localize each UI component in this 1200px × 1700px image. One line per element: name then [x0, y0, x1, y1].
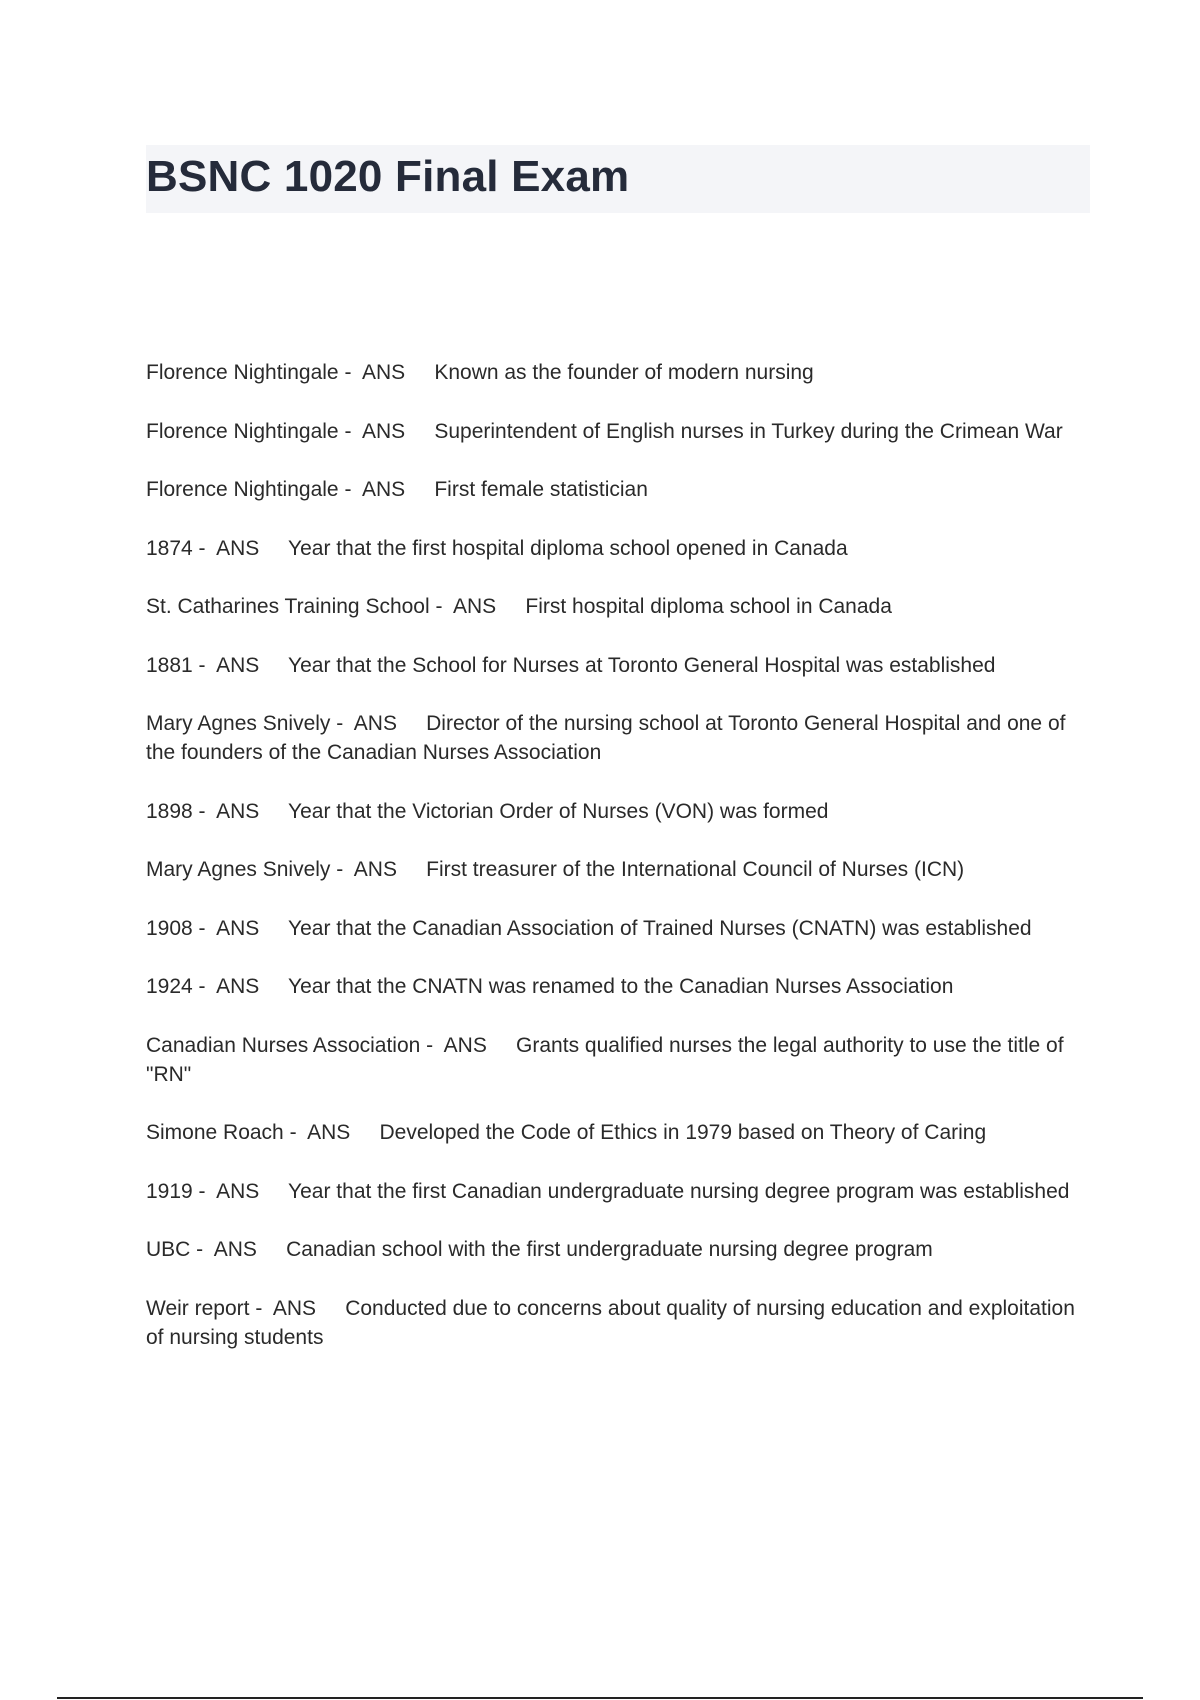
qa-gap: [259, 1180, 288, 1203]
qa-item: [146, 417, 1090, 446]
ans-marker: ANS: [216, 653, 260, 677]
qa-term: Canadian Nurses Association: [146, 1033, 421, 1057]
ans-marker: ANS: [307, 1121, 351, 1144]
qa-gap: [257, 1238, 286, 1261]
qa-definition: First hospital diploma school in Canada: [525, 595, 892, 618]
ans-marker: ANS: [361, 419, 406, 443]
qa-separator: -: [192, 1179, 217, 1203]
qa-term: Mary Agnes Snively: [146, 712, 331, 735]
ans-marker: ANS: [216, 916, 260, 940]
ans-marker: ANS: [361, 361, 406, 384]
qa-definition: First female statistician: [434, 478, 648, 501]
qa-separator: -: [190, 1238, 214, 1261]
qa-separator: -: [249, 1296, 273, 1320]
ans-marker: ANS: [453, 595, 497, 618]
qa-separator: -: [330, 858, 354, 881]
qa-separator: -: [192, 916, 217, 940]
qa-definition: Year that the Canadian Association of Trained Nurses (CNATN) was established: [288, 916, 1032, 940]
qa-item: [146, 475, 1090, 504]
qa-definition: Developed the Code of Ethics in 1979 based on Theory of Caring: [379, 1121, 987, 1144]
qa-definition: First treasurer of the International Council of Nurses (ICN): [426, 858, 965, 881]
qa-item: [146, 592, 1090, 621]
qa-gap: [259, 800, 288, 823]
qa-gap: [259, 975, 288, 998]
qa-item: [146, 651, 1090, 680]
qa-item: [146, 797, 1090, 826]
qa-item: [146, 709, 1090, 767]
ans-marker: ANS: [216, 536, 260, 560]
qa-separator: -: [338, 419, 362, 443]
ans-marker: ANS: [443, 1033, 487, 1057]
qa-separator: -: [338, 478, 362, 501]
qa-separator: -: [192, 975, 217, 998]
qa-term: 1924: [146, 975, 193, 998]
qa-item: [146, 855, 1090, 884]
qa-gap: [405, 478, 434, 501]
qa-item: [146, 1294, 1090, 1352]
qa-definition: Year that the School for Nurses at Toronto General Hospital was established: [288, 653, 996, 677]
qa-separator: -: [330, 712, 354, 735]
qa-item: [146, 1177, 1090, 1206]
qa-separator: -: [192, 799, 217, 823]
ans-marker: ANS: [216, 1179, 260, 1203]
qa-item: [146, 1235, 1090, 1264]
qa-list: [146, 358, 1090, 1381]
qa-separator: -: [420, 1033, 444, 1057]
qa-item: [146, 914, 1090, 943]
qa-term: St. Catharines Training School: [146, 595, 430, 618]
qa-gap: [397, 858, 426, 881]
qa-item: [146, 1118, 1090, 1147]
qa-item: [146, 358, 1090, 387]
qa-gap: [259, 917, 288, 940]
qa-term: 1898: [146, 799, 193, 823]
ans-marker: ANS: [361, 478, 406, 501]
qa-definition: Year that the Victorian Order of Nurses (VON) was formed: [288, 799, 829, 823]
qa-definition: Year that the first Canadian undergraduate nursing degree program was established: [288, 1179, 1070, 1203]
qa-term: Mary Agnes Snively: [146, 858, 331, 881]
ans-marker: ANS: [213, 1238, 257, 1261]
qa-term: 1874: [146, 536, 193, 560]
qa-separator: -: [338, 361, 362, 384]
ans-marker: ANS: [272, 1296, 317, 1320]
qa-gap: [316, 1297, 345, 1320]
page-title: BSNC 1020 Final Exam: [146, 152, 630, 201]
footer-divider: [57, 1697, 1143, 1699]
qa-gap: [405, 361, 434, 384]
qa-gap: [405, 420, 434, 443]
qa-definition: Director of the nursing school at Toronto General Hospital and one of the founders of the Canadian Nurses Association: [146, 712, 1066, 764]
qa-definition: Conducted due to concerns about quality of nursing education and exploitation of nursing students: [146, 1296, 1075, 1349]
qa-definition: Year that the CNATN was renamed to the Canadian Nurses Association: [288, 975, 954, 998]
qa-separator: -: [192, 653, 217, 677]
qa-gap: [350, 1121, 379, 1144]
qa-term: Florence Nightingale: [146, 478, 339, 501]
title-banner: [146, 145, 1090, 213]
ans-marker: ANS: [216, 975, 260, 998]
qa-term: Weir report: [146, 1296, 250, 1320]
qa-term: 1881: [146, 653, 193, 677]
qa-term: 1908: [146, 916, 193, 940]
qa-definition: Canadian school with the first undergraduate nursing degree program: [286, 1238, 933, 1261]
qa-separator: -: [192, 536, 217, 560]
qa-term: 1919: [146, 1179, 193, 1203]
qa-definition: Superintendent of English nurses in Turkey during the Crimean War: [434, 419, 1063, 443]
qa-gap: [259, 537, 288, 560]
qa-gap: [496, 595, 525, 618]
qa-item: [146, 534, 1090, 563]
qa-gap: [259, 654, 288, 677]
qa-term: Simone Roach: [146, 1121, 284, 1144]
qa-term: Florence Nightingale: [146, 361, 339, 384]
qa-item: [146, 972, 1090, 1001]
qa-term: UBC: [146, 1238, 191, 1261]
qa-definition: Known as the founder of modern nursing: [434, 361, 814, 384]
qa-gap: [487, 1034, 516, 1057]
ans-marker: ANS: [216, 799, 260, 823]
qa-separator: -: [429, 595, 453, 618]
ans-marker: ANS: [353, 712, 397, 735]
ans-marker: ANS: [353, 858, 397, 881]
qa-item: [146, 1031, 1090, 1089]
qa-gap: [397, 712, 426, 735]
qa-definition: Grants qualified nurses the legal authority to use the title of "RN": [146, 1033, 1064, 1086]
qa-separator: -: [283, 1121, 308, 1144]
qa-term: Florence Nightingale: [146, 419, 339, 443]
qa-definition: Year that the first hospital diploma school opened in Canada: [288, 536, 848, 560]
